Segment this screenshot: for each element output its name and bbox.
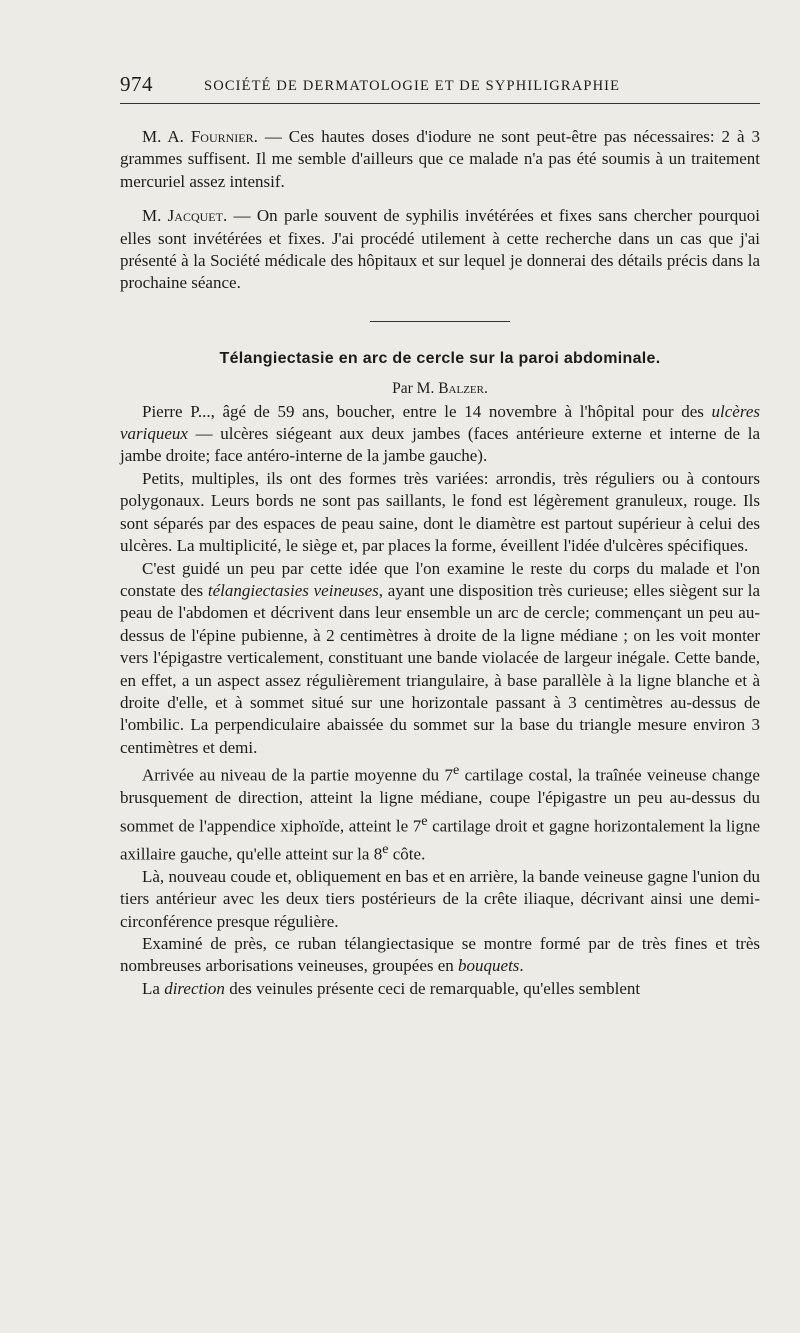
italic-text: direction	[164, 978, 225, 998]
discussion-paragraph-jacquet	[120, 205, 760, 295]
speaker-name: M. A. Fournier.	[142, 127, 258, 146]
article-paragraph: Là, nouveau coude et, obliquement en bas et en arrière, la bande veineuse gagne l'union du tiers antérieur avec les deux tiers postérieurs de la crête iliaque, décrivant ainsi une demi-circonférence presque régulière.	[120, 866, 760, 931]
italic-text: bouquets	[458, 956, 520, 976]
text-run: Examiné de près, ce ruban télangiectasique se montre formé par de très fines et très nombreuses arborisations veineuses, groupées en	[120, 933, 760, 976]
section-separator	[370, 321, 510, 322]
italic-text: ulcères variqueux	[120, 401, 760, 444]
article-title: Télangiectasie en arc de cercle sur la paroi abdominale.	[219, 349, 661, 367]
running-title: SOCIÉTÉ DE DERMATOLOGIE ET DE SYPHILIGRAPHIE	[204, 78, 621, 94]
superscript: e	[421, 812, 428, 829]
page-header	[120, 72, 760, 102]
superscript: e	[382, 840, 389, 857]
text-run: cartilage costal, la traînée veineuse change brusquement de direction, atteint la ligne médiane, coupe l'épigastre un peu au-dessus du sommet de l'appendice xiphoïde, atteint le 7	[120, 765, 760, 836]
paragraph-text: — On parle souvent de syphilis invétérées et fixes sans chercher pourquoi elles sont invétérées et fixes. J'ai procédé utilement à cette recherche dans un cas que j'ai présenté à la Société médicale des hôpitaux et sur lequel je donnerai des détails précis dans la prochaine séance.	[120, 206, 760, 293]
article-paragraph: Petits, multiples, ils ont des formes très variées: arrondis, très réguliers ou à contours polygonaux. Leurs bords ne sont pas saillants, le fond est légèrement granuleux, rouge. Ils sont séparés par des espaces de peau saine, dont le diamètre est partout supérieur à celui des ulcères. La multiplicité, le siège et, par places la forme, éveillent l'idée d'ulcères spécifiques.	[120, 468, 760, 556]
paragraph-text: — Ces hautes doses d'iodure ne sont peut-être pas nécessaires: 2 à 3 grammes suffisent. Il me semble d'ailleurs que ce malade n'a pas été soumis à un traitement mercuriel assez intensif.	[120, 127, 760, 191]
speaker-name: M. Jacquet.	[142, 206, 228, 226]
text-run: Arrivée au niveau de la partie moyenne du 7	[142, 765, 453, 785]
article-paragraph	[120, 401, 760, 468]
page-number: 974	[120, 72, 153, 96]
article-byline	[120, 378, 760, 400]
text-run: côte.	[388, 844, 426, 864]
superscript: e	[452, 762, 460, 779]
text-run: des veinules présente ceci de remarquable, qu'elles semblent	[224, 978, 641, 998]
article-paragraph	[120, 933, 760, 978]
text-run: La	[142, 978, 165, 998]
text-run: — ulcères siégeant aux deux jambes (faces antérieure externe et interne de la jambe droite; face antéro-interne de la jambe gauche).	[120, 424, 760, 466]
byline-prefix: Par M.	[392, 380, 439, 398]
text-run: cartilage droit et gagne horizontalement la ligne axillaire gauche, qu'elle atteint sur la 8	[120, 816, 761, 864]
article-paragraph	[120, 558, 760, 760]
article-paragraph	[120, 978, 760, 1000]
header-rule	[120, 103, 760, 104]
page-content	[120, 126, 760, 1000]
text-run: , ayant une disposition très curieuse; elles siègent sur la peau de l'abdomen et décrivent dans leur ensemble un arc de cercle; commençant un peu au-dessus de l'épine pubienne, à 2 centimètres à droite de la ligne médiane ; on les voit monter vers l'épigastre verticalement, constituant une bande violacée de largeur inégale. Cette bande, en effet, a un aspect assez régulièrement triangulaire, à base parallèle à la ligne blanche et à droite d'elle, et à sommet situé sur une horizontale passant à 3 centimètres au-dessus de l'ombilic. La perpendiculaire abaissée du sommet sur la base du triangle mesure environ 3 centimètres et demi.	[120, 580, 760, 757]
text-run: C'est guidé un peu par cette idée que l'on examine le reste du corps du malade et l'on constate des	[120, 558, 760, 600]
article-paragraph	[120, 759, 760, 866]
author-name: Balzer.	[438, 380, 488, 398]
text-run: .	[519, 956, 524, 976]
discussion-paragraph-fournier	[120, 126, 760, 193]
text-run: Pierre P..., âgé de 59 ans, boucher, entre le 14 novembre à l'hôpital pour des	[142, 401, 712, 421]
italic-text: télangiectasies veineuses	[207, 580, 379, 600]
